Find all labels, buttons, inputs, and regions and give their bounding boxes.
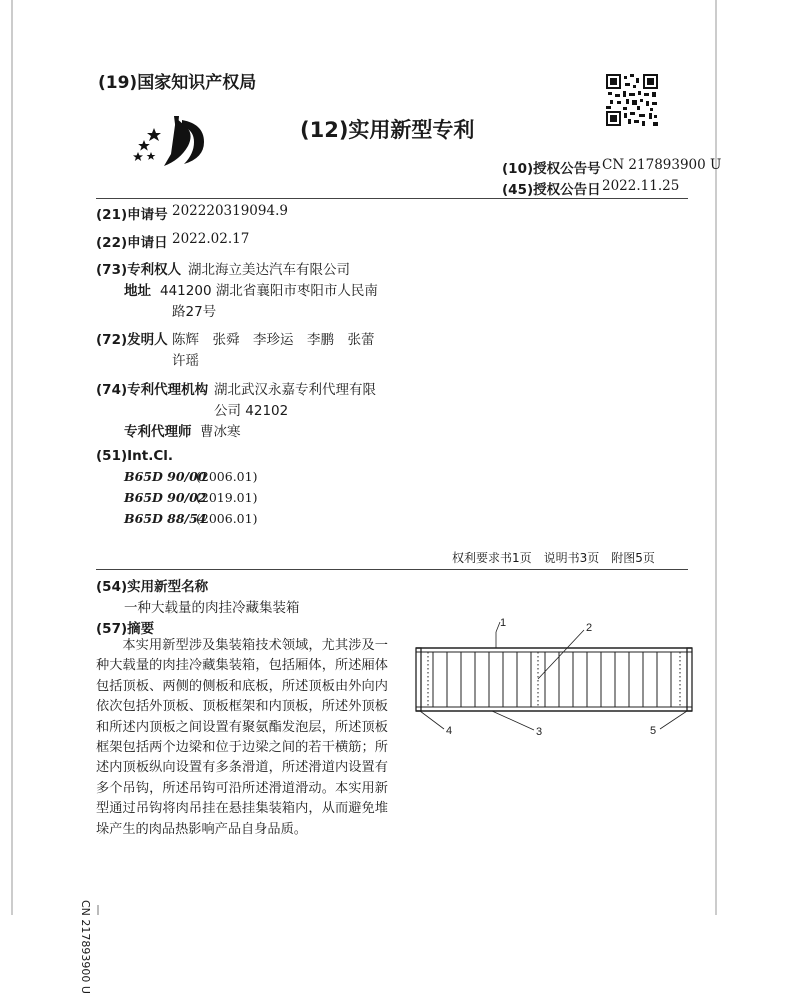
ipc-code: B65D 88/54 (124, 511, 207, 526)
application-number-label: (21)申请号 (96, 207, 168, 223)
figure-label: 4 (446, 725, 453, 737)
inventors-line-1: 陈辉 张舜 李珍运 李鹏 张蕾 (172, 332, 375, 348)
document-type: (12)实用新型专利 (300, 118, 475, 142)
cnipa-logo-icon (124, 110, 214, 172)
container-drawing (400, 612, 704, 742)
publication-number-label: (10)授权公告号 (502, 161, 601, 177)
agency-line-1: 湖北武汉永嘉专利代理有限 (214, 382, 376, 398)
address-line-1: 441200 湖北省襄阳市枣阳市人民南 (160, 283, 378, 299)
agent-label: 专利代理师 (124, 424, 192, 440)
publication-date: 2022.11.25 (602, 178, 680, 194)
agent: 曹冰寒 (200, 424, 241, 440)
ipc-code: B65D 90/02 (124, 490, 207, 505)
title-label: (54)实用新型名称 (96, 579, 209, 595)
ipc-date: (2006.01) (196, 469, 258, 484)
ipc-date: (2019.01) (196, 490, 258, 505)
application-date-label: (22)申请日 (96, 235, 168, 251)
publication-date-label: (45)授权公告日 (502, 182, 601, 198)
figure-label: 3 (536, 726, 543, 738)
abstract-label: (57)摘要 (96, 621, 155, 637)
agency-line-2: 公司 42102 (214, 403, 289, 419)
ipc-date: (2006.01) (196, 511, 258, 526)
header-divider (96, 198, 688, 199)
patentee: 湖北海立美达汽车有限公司 (188, 262, 350, 278)
abstract-text: 本实用新型涉及集装箱技术领域，尤其涉及一种大载量的肉挂冷藏集装箱，包括厢体，所述厢体包括顶板、两侧的侧板和底板，所述顶板由外向内依次包括外顶板、顶板框架和内顶板，所述外顶板和所述内顶板之间设置有聚氨酯发泡层，所述顶板框架包括两个边梁和位于边梁之间的若干横筋；所述内顶板纵向设置有多条滑道，所述滑道内设置有多个吊钩，所述吊钩可沿所述滑道滑动。本实用新型通过吊钩将肉吊挂在悬挂集装箱内，从而避免堆垛产生的肉品热影响产品自身品质。 (96, 638, 388, 837)
publication-number: CN 217893900 U (602, 157, 722, 173)
office-name: (19)国家知识产权局 (98, 73, 257, 93)
address-label: 地址 (124, 283, 151, 299)
figure-label: 5 (650, 725, 657, 737)
qr-code-icon[interactable] (606, 74, 658, 126)
abstract-divider (96, 569, 688, 570)
utility-model-title: 一种大载量的肉挂冷藏集装箱 (124, 600, 300, 616)
figure-label: 1 (500, 617, 507, 629)
patentee-label: (73)专利权人 (96, 262, 182, 278)
address-line-2: 路27号 (172, 304, 217, 320)
inventors-line-2: 许瑶 (172, 353, 199, 369)
int-cl-label: (51)Int.Cl. (96, 448, 174, 464)
application-number: 202220319094.9 (172, 203, 288, 219)
figure-label: 2 (586, 622, 593, 634)
side-publication-code: CN 217893900 U (79, 900, 92, 994)
page-counts: 权利要求书1页 说明书3页 附图5页 (452, 551, 655, 565)
application-date: 2022.02.17 (172, 231, 250, 247)
inventors-label: (72)发明人 (96, 332, 168, 348)
agency-label: (74)专利代理机构 (96, 382, 209, 398)
ipc-code: B65D 90/00 (124, 469, 207, 484)
